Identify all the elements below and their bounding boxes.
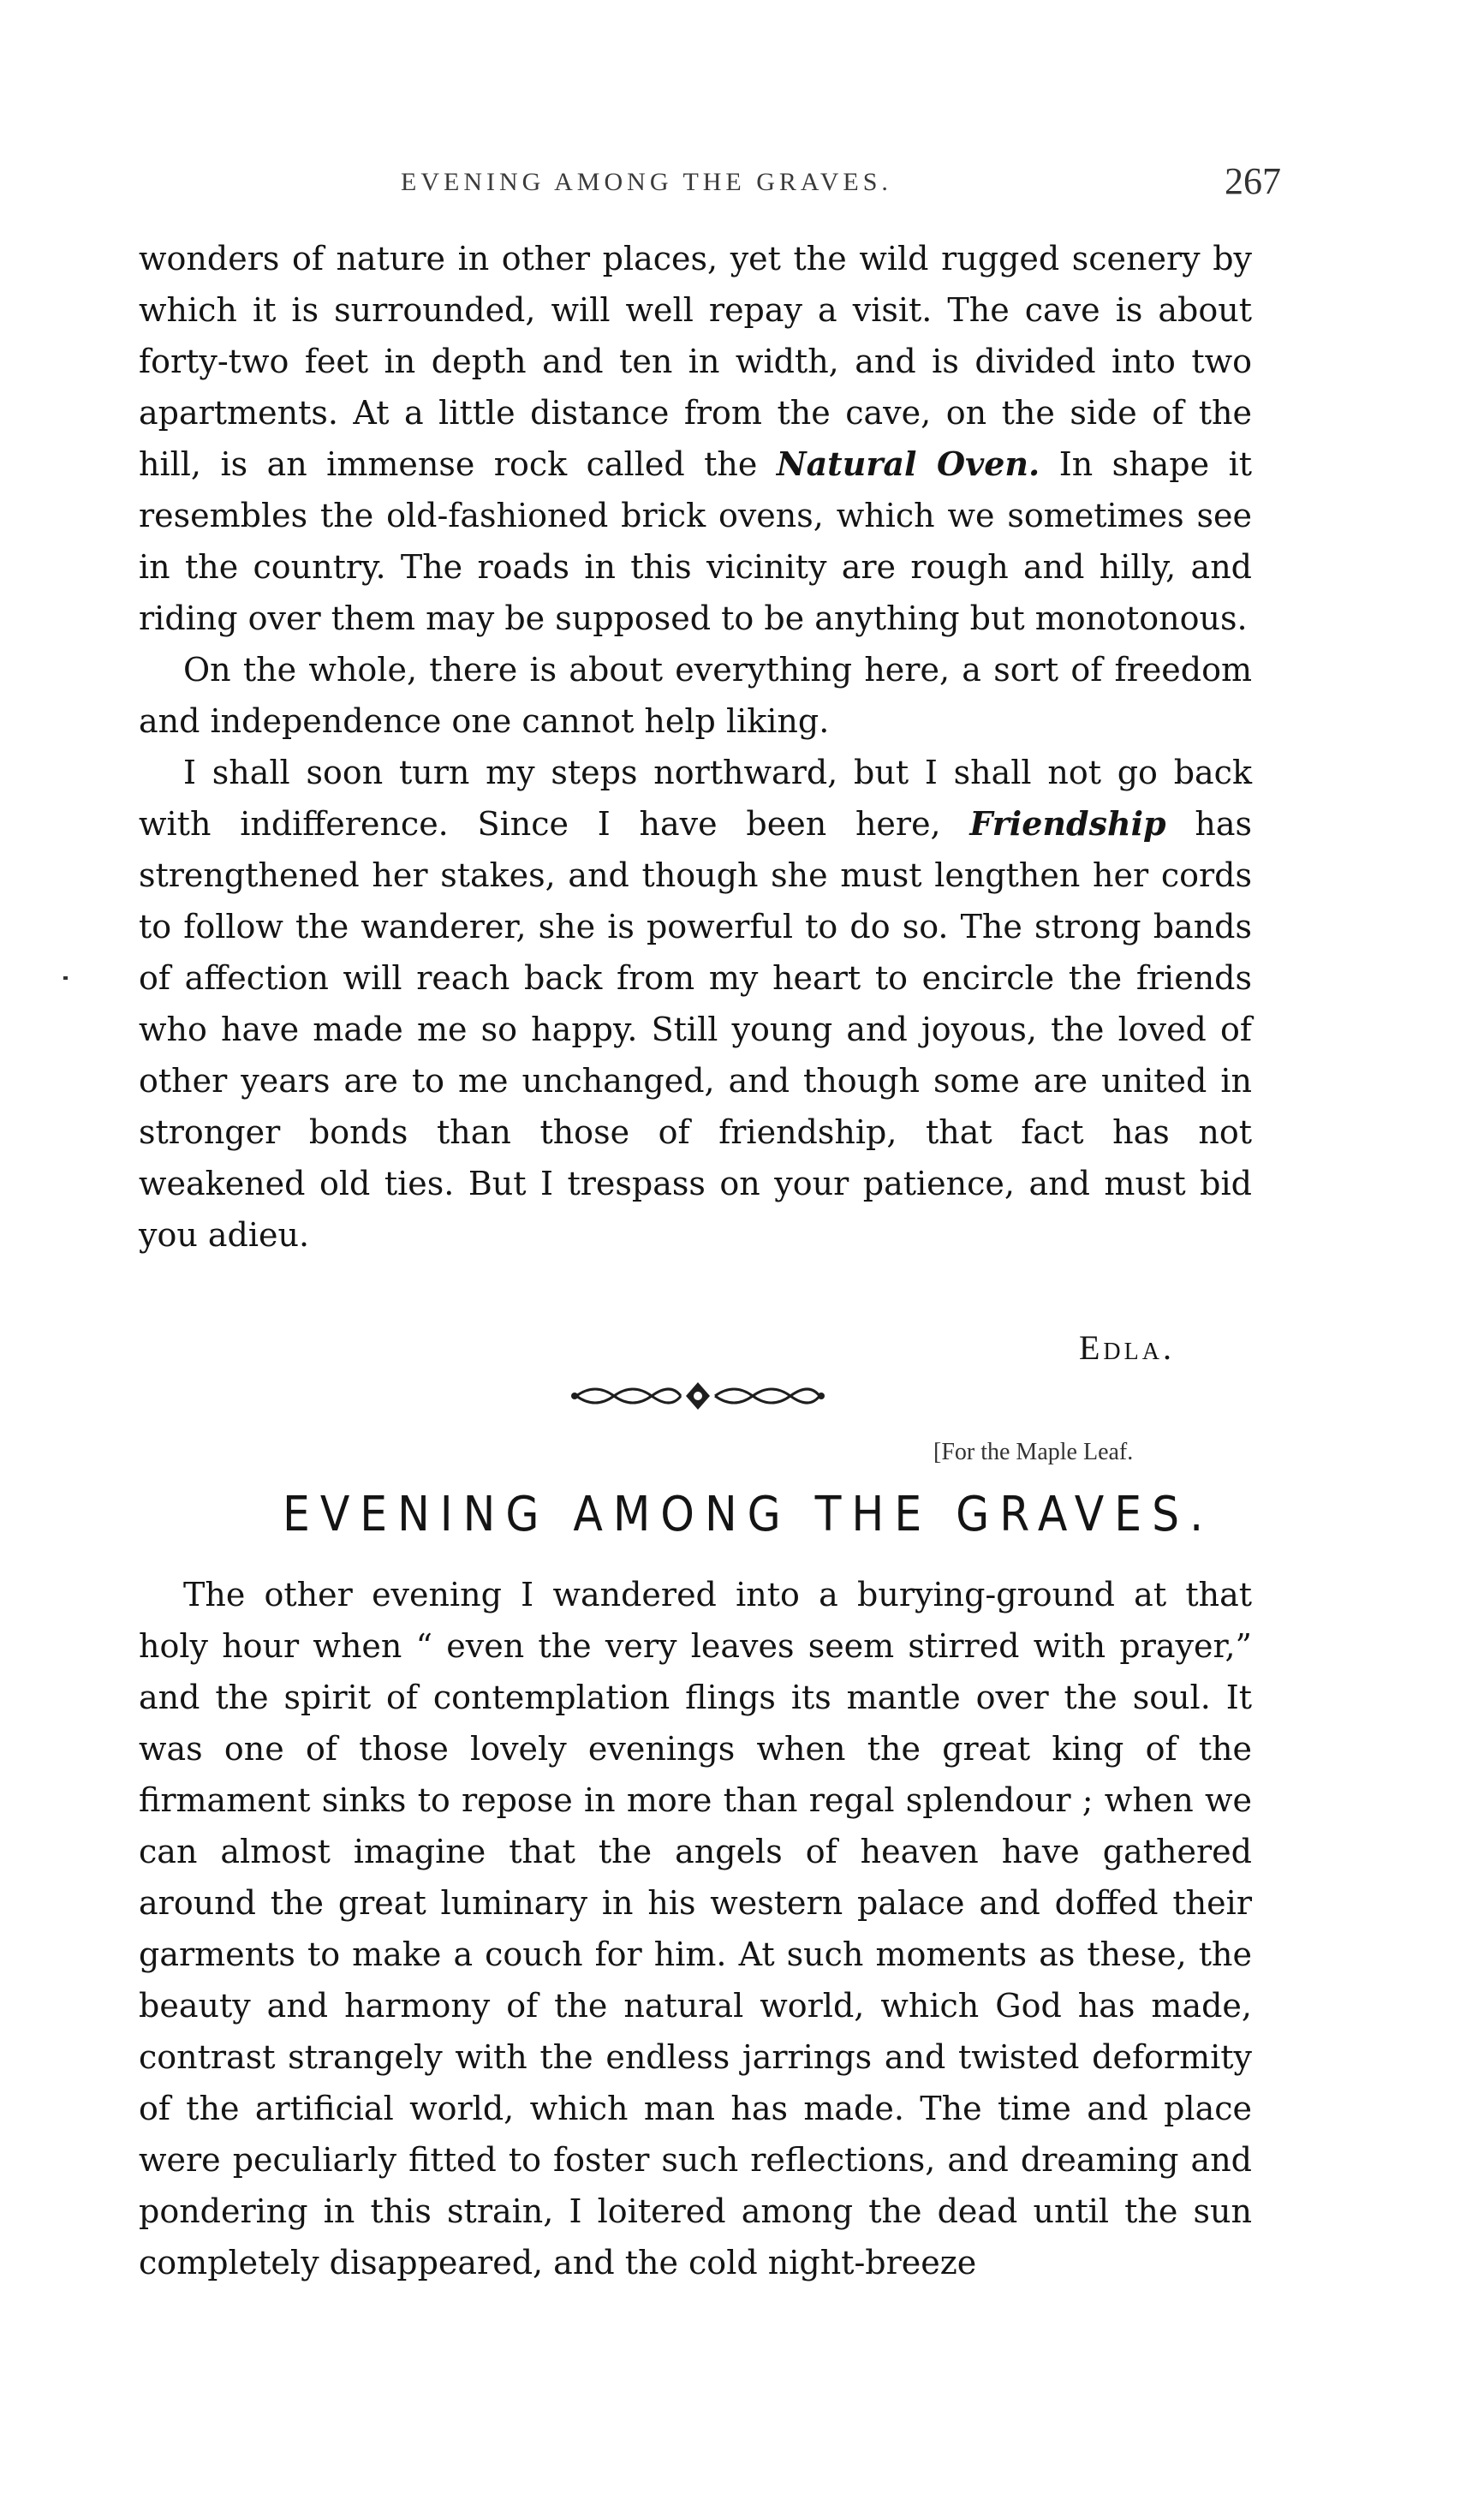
source-note: [For the Maple Leaf. — [933, 1439, 1134, 1465]
letter-text — [139, 233, 1252, 1261]
running-head: EVENING AMONG THE GRAVES. — [401, 168, 892, 196]
paragraph: I shall soon turn my steps northward, but I shall not go back with indifference. Since I have been here, Friendship has strengthened her stakes, and though she must lengthen her cords to follow the wanderer, she is powerful to do so. The strong bands of affection will reach back from my heart to encircle the friends who have made me so happy. Still young and joyous, the loved of other years are to me unchanged, and though some are united in stronger bonds than those of friendship, that fact has not weakened old ties. But I trespass on your patience, and must bid you adieu. — [139, 754, 1252, 1254]
emphasis-natural-oven: Natural Oven. — [776, 444, 1040, 483]
paragraph: The other evening I wandered into a burying-ground at that holy hour when “ even the very leaves seem stirred with prayer,” and the spirit of contemplation flings its mantle over the soul. It was one of those lovely evenings when the great king of the firmament sinks to repose in more than regal splendour ; when we can almost imagine that the angels of heaven have gathered around the great luminary in his western palace and doffed their garments to make a couch for him. At such moments as these, the beauty and harmony of the natural world, which God has made, contrast strangely with the endless jarrings and twisted deformity of the artificial world, which man has made. The time and place were peculiarly fitted to foster such reflections, and dreaming and pondering in this strain, I loitered among the dead until the sun completely disappeared, and the cold night-breeze — [139, 1576, 1252, 2281]
article-title: EVENING AMONG THE GRAVES. — [283, 1487, 1214, 1542]
emphasis-friendship: Friendship — [969, 804, 1166, 843]
signature: Edla. — [1079, 1328, 1175, 1367]
article-text — [139, 1569, 1252, 2288]
paragraph: On the whole, there is about everything here, a sort of freedom and independence one cannot help liking. — [139, 651, 1252, 740]
paragraph: wonders of nature in other places, yet the wild rugged scenery by which it is surrounded, will well repay a visit. The cave is about forty-two feet in depth and ten in width, and is divided into two apartments. At a little distance from the cave, on the side of the hill, is an immense rock called the Natural Oven. In shape it resembles the old-fashioned brick ovens, which we sometimes see in the country. The roads in this vicinity are rough and hilly, and riding over them may be supposed to be anything but monotonous. — [139, 240, 1253, 637]
stray-ink-mark — [63, 976, 68, 980]
page-number: 267 — [1225, 160, 1281, 202]
printers-ornament-icon — [569, 1377, 826, 1415]
